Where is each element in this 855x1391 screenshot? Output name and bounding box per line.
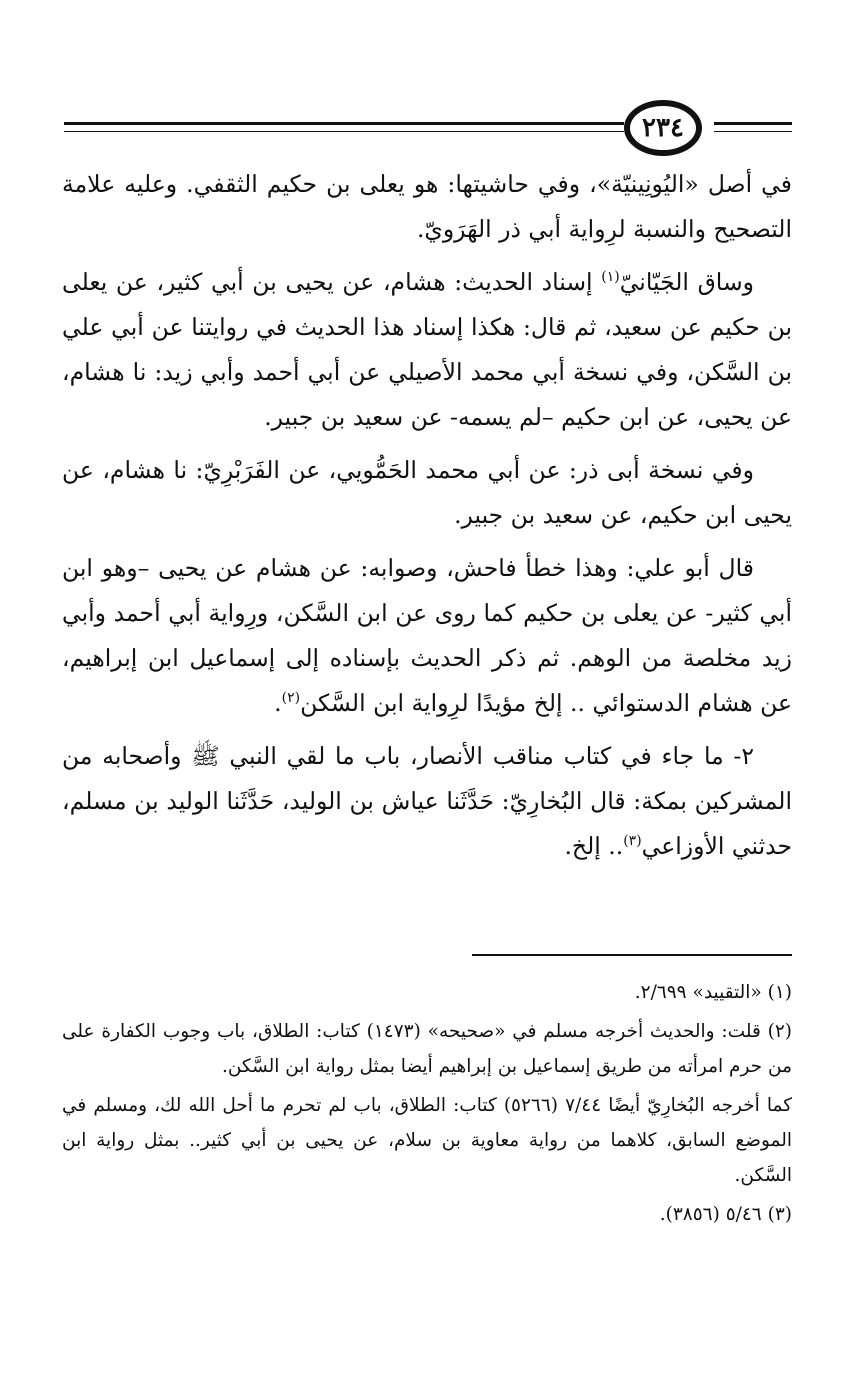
footnote-3: (٣) ٥/٤٦ (٣٨٥٦). (659, 1204, 792, 1225)
footnote-1: (١) «التقييد» ٢/٦٩٩. (634, 982, 792, 1003)
header-rule-thin-right (714, 131, 792, 132)
header-rule-thin (64, 131, 624, 132)
footnote-marker-1: (١) (601, 269, 620, 286)
paragraph-5-tail: .. إلخ. (564, 832, 624, 860)
page-number-circle (624, 100, 702, 156)
paragraph-4-tail: . (274, 689, 282, 717)
paragraph-4-body: قال أبو علي: وهذا خطأ فاحش، وصوابه: عن هشام عن يحيى –وهو ابن أبي كثير- عن يعلى بن حكيم كما روى عن ابن السَّكن، ورِواية أبي أحمد وأبي زيد مخلصة من الوهم. ثم ذكر الحديث بإسناده إلى إسماعيل ابن إبراهيم، عن هشام الدستوائي .. إلخ مؤيدًا لرِواية ابن السَّكن (62, 554, 792, 717)
header-rule-thick (64, 122, 624, 125)
main-text (62, 162, 792, 877)
paragraph-5-body: ٢- ما جاء في كتاب مناقب الأنصار، باب ما لقي النبي ﷺ وأصحابه من المشركين بمكة: قال البُخارِيّ: حَدَّثَنا عياش بن الوليد، حَدَّثَنا الوليد بن مسلم، حدثني الأوزاعي (62, 742, 792, 860)
footnote-2: (٢) قلت: والحديث أخرجه مسلم في «صحيحه» (١٤٧٣) كتاب: الطلاق، باب وجوب الكفارة على من حرم امرأته من طريق إسماعيل بن إبراهيم أيضا بمثل رواية ابن السَّكن. (62, 1021, 792, 1077)
paragraph-4 (62, 546, 792, 726)
footnote-2-continued: كما أخرجه البُخارِيّ أيضًا ٧/٤٤ (٥٢٦٦) كتاب: الطلاق، باب لم تحرم ما أحل الله لك، ومسلم في الموضع السابق، كلاهما من رواية معاوية بن سلام، عن يحيى بن أبي كثير.. بمثل رواية ابن السَّكن. (62, 1095, 793, 1186)
page-header (64, 100, 792, 160)
footnote-marker-2: (٢) (281, 690, 301, 707)
footnote-separator (472, 954, 792, 956)
paragraph-3: وفي نسخة أبى ذر: عن أبي محمد الحَمُّويي، عن الفَرَبْرِيّ: نا هشام، عن يحيى ابن حكيم، عن سعيد بن جبير. (62, 456, 792, 529)
paragraph-2 (62, 260, 792, 440)
header-rule-thick-right (714, 122, 792, 125)
page-number: ٢٣٤ (642, 113, 684, 143)
footnote-marker-3: (٣) (623, 833, 642, 850)
footnotes (62, 975, 792, 1236)
paragraph-1: في أصل «اليُونِينيّة»، وفي حاشيتها: هو يعلى بن حكيم الثقفي. وعليه علامة التصحيح والنسبة لرِواية أبي ذر الهَرَويّ. (62, 170, 792, 243)
paragraph-2-body: إسناد الحديث: هشام، عن يحيى بن أبي كثير، عن يعلى بن حكيم عن سعيد، ثم قال: هكذا إسناد هذا الحديث في روايتنا عن أبي علي بن السَّكن، وفي نسخة أبي محمد الأصيلي عن أبي أحمد وأبي زيد: نا هشام، عن يحيى، عن ابن حكيم –لم يسمه- عن سعيد بن جبير. (62, 268, 792, 431)
paragraph-5 (62, 734, 792, 869)
paragraph-2-lead: وساق الجَيّانيّ (619, 268, 754, 296)
